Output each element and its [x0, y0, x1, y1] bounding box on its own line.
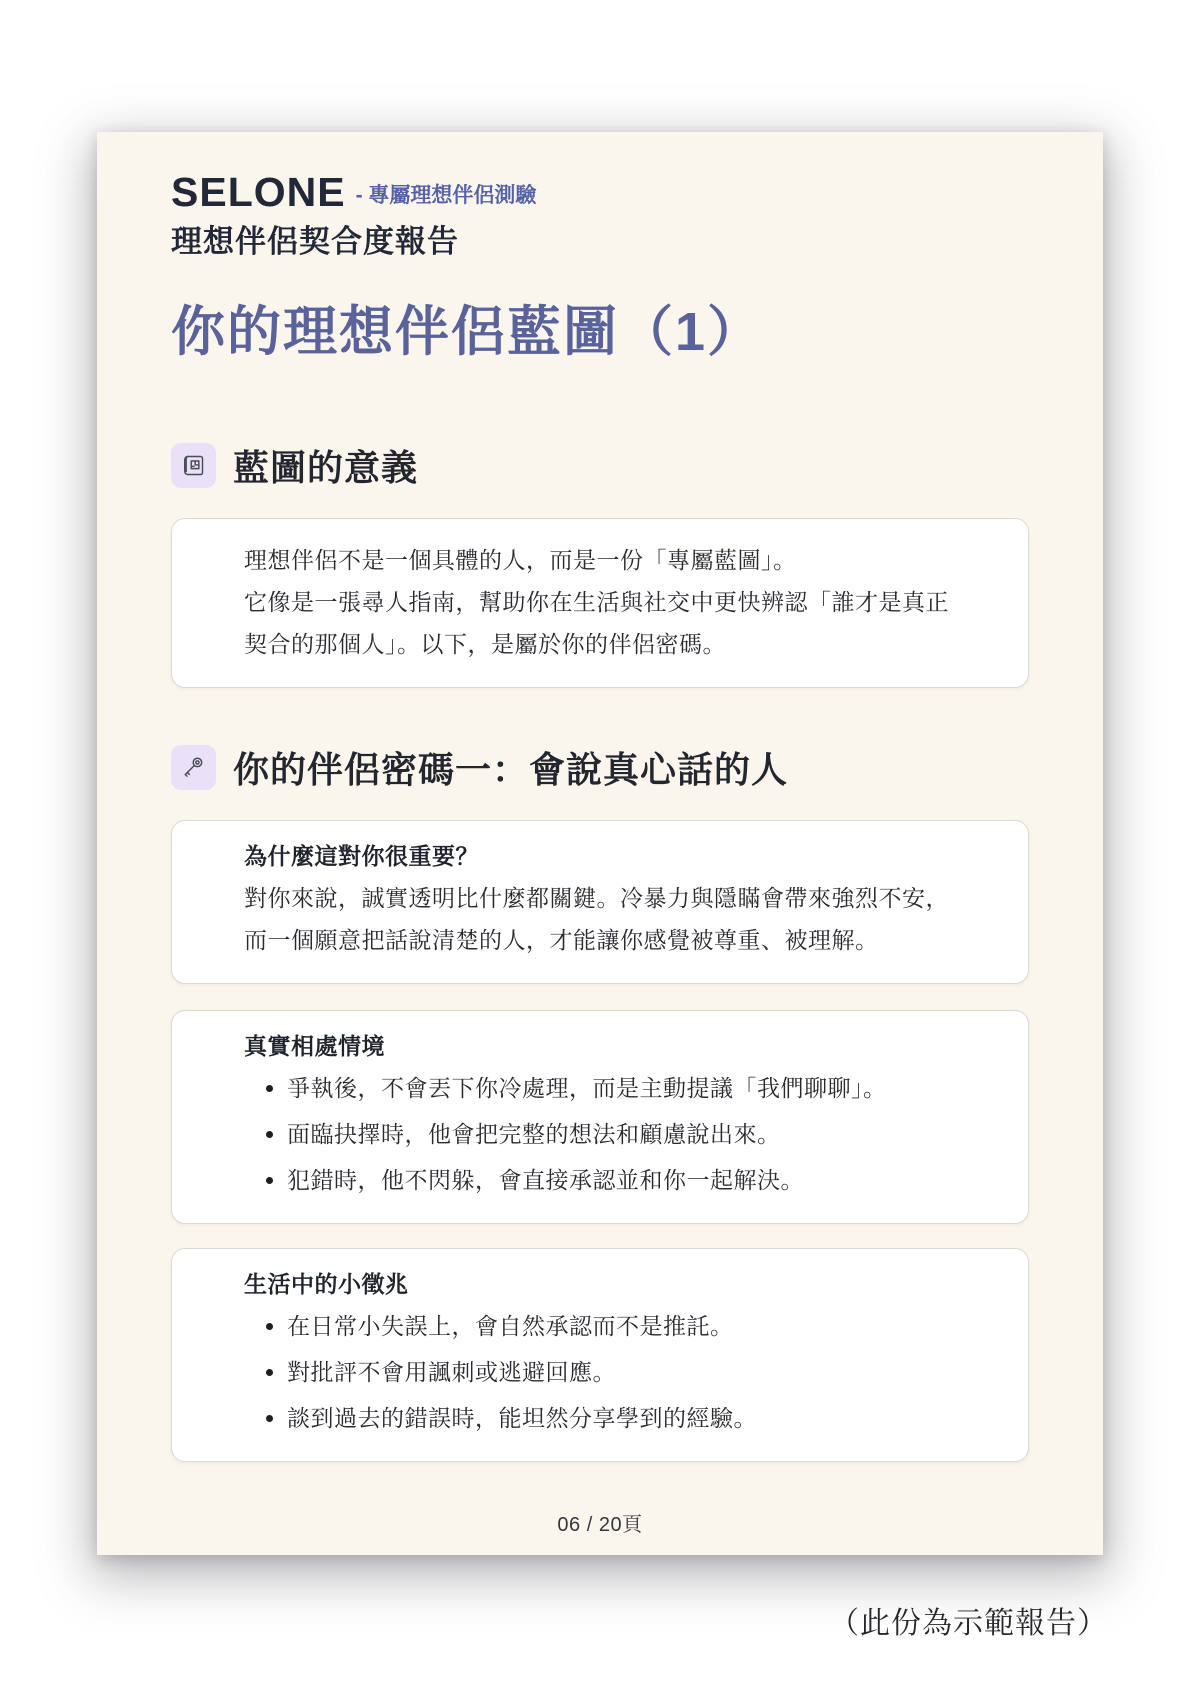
bullet-dot — [266, 1323, 273, 1330]
bullet-item — [244, 1351, 972, 1393]
box-title: 真實相處情境 — [244, 1033, 385, 1059]
bullet-text: 犯錯時，他不閃躲，會直接承認並和你一起解決。 — [287, 1167, 804, 1193]
bullet-dot — [266, 1369, 273, 1376]
bullet-item — [244, 1159, 972, 1201]
brand-tagline: - 專屬理想伴侶測驗 — [355, 184, 537, 207]
bullet-item — [244, 1113, 972, 1155]
report-card — [97, 132, 1103, 1555]
bullet-text: 面臨抉擇時，他會把完整的想法和顧慮說出來。 — [287, 1121, 781, 1147]
brand-logo: SELONE — [171, 168, 346, 215]
key-icon — [171, 745, 216, 790]
box-title: 生活中的小徵兆 — [244, 1271, 409, 1297]
section-blueprint-heading-row — [171, 442, 1029, 488]
bullet-dot — [266, 1131, 273, 1138]
meaning-paragraph: 它像是一張尋人指南，幫助你在生活與社交中更快辨認「誰才是真正契合的那個人」。以下，是屬於你的伴侶密碼。 — [244, 589, 949, 657]
section-heading-text: 你的伴侶密碼一：會說真心話的人 — [233, 748, 789, 790]
bullet-text: 在日常小失誤上，會自然承認而不是推託。 — [287, 1313, 734, 1339]
blueprint-meaning-box — [171, 518, 1029, 688]
section-heading-text: 藍圖的意義 — [233, 446, 419, 488]
why-important-paragraph: 對你來說，誠實透明比什麼都關鍵。冷暴力與隱瞞會帶來強烈不安，而一個願意把話說清楚的人，才能讓你感覺被尊重、被理解。 — [244, 885, 949, 953]
brand-header — [171, 170, 1029, 214]
section-partner-code-heading-row — [171, 744, 1029, 790]
bullet-text: 爭執後，不會丟下你冷處理，而是主動提議「我們聊聊」。 — [287, 1075, 887, 1101]
bullet-dot — [266, 1177, 273, 1184]
blueprint-scroll-icon — [171, 443, 216, 488]
report-title: 理想伴侶契合度報告 — [171, 224, 459, 259]
box-title: 為什麼這對你很重要？ — [244, 843, 479, 869]
bullet-dot — [266, 1085, 273, 1092]
bullet-text: 談到過去的錯誤時，能坦然分享學到的經驗。 — [287, 1405, 757, 1431]
sample-report-note: （此份為示範報告） — [829, 1607, 1108, 1640]
bullet-item — [244, 1397, 972, 1439]
bullet-list — [244, 1067, 972, 1201]
meaning-paragraph: 理想伴侶不是一個具體的人，而是一份「專屬藍圖」。 — [244, 547, 797, 573]
real-scenarios-box — [171, 1010, 1029, 1224]
page-title: 你的理想伴侶藍圖（1） — [171, 302, 764, 362]
bullet-item — [244, 1305, 972, 1347]
bullet-item — [244, 1067, 972, 1109]
daily-signs-box — [171, 1248, 1029, 1462]
bullet-dot — [266, 1415, 273, 1422]
why-important-box — [171, 820, 1029, 984]
bullet-list — [244, 1305, 972, 1439]
page-number: 06 / 20頁 — [557, 1514, 643, 1536]
bullet-text: 對批評不會用諷刺或逃避回應。 — [287, 1359, 616, 1385]
